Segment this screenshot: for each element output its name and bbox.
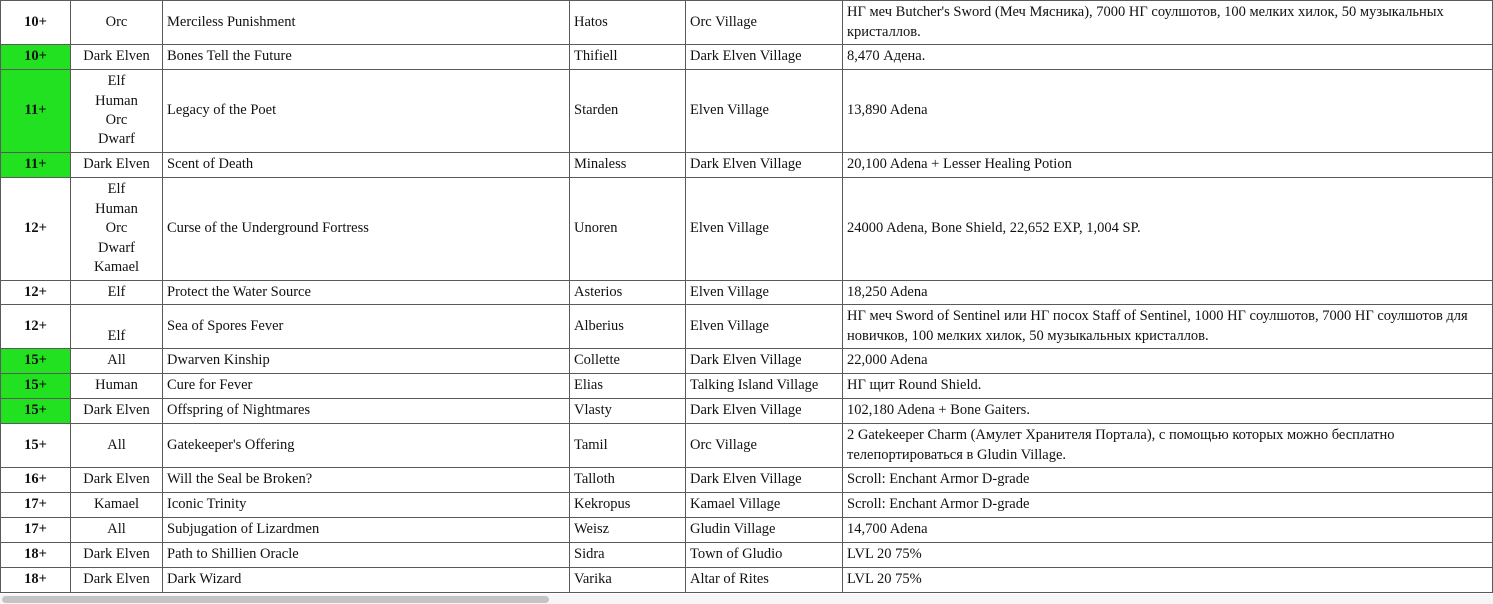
level-cell: 15+: [1, 374, 71, 399]
table-row: [1, 374, 1493, 399]
location-cell: Dark Elven Village: [686, 349, 843, 374]
race-cell: [71, 349, 163, 374]
quest-name-cell: Offspring of Nightmares: [163, 399, 570, 424]
quest-name-cell: Dark Wizard: [163, 568, 570, 593]
race-name: Elf: [107, 283, 126, 300]
reward-cell: НГ меч Sword of Sentinel или НГ посох Staff of Sentinel, 1000 НГ соулшотов, 7000 НГ соулшотов для новичков, 100 мелких хилок, 50 музыкальных кристаллов.: [843, 305, 1493, 349]
table-row: [1, 493, 1493, 518]
npc-cell: Kekropus: [570, 493, 686, 518]
quest-name-cell: Path to Shillien Oracle: [163, 543, 570, 568]
table-row: [1, 178, 1493, 281]
reward-cell: 102,180 Adena + Bone Gaiters.: [843, 399, 1493, 424]
npc-cell: Hatos: [570, 1, 686, 45]
race-cell: [71, 153, 163, 178]
reward-cell: 8,470 Адена.: [843, 45, 1493, 70]
table-row: [1, 349, 1493, 374]
reward-cell: LVL 20 75%: [843, 568, 1493, 593]
race-name: All: [107, 436, 126, 453]
table-row: [1, 468, 1493, 493]
reward-cell: НГ щит Round Shield.: [843, 374, 1493, 399]
race-name: Elf: [107, 73, 126, 90]
race-name: Kamael: [93, 496, 140, 513]
location-cell: Altar of Rites: [686, 568, 843, 593]
table-row: [1, 305, 1493, 349]
race-name: Human: [95, 377, 138, 394]
location-cell: Orc Village: [686, 424, 843, 468]
table-row: [1, 399, 1493, 424]
race-name: Elf: [107, 327, 126, 344]
quest-name-cell: Dwarven Kinship: [163, 349, 570, 374]
quest-name-cell: Bones Tell the Future: [163, 45, 570, 70]
reward-cell: 22,000 Adena: [843, 349, 1493, 374]
race-name: Orc: [105, 220, 128, 237]
level-cell: 12+: [1, 305, 71, 349]
race-name: Dark Elven: [83, 546, 150, 563]
npc-cell: Sidra: [570, 543, 686, 568]
npc-cell: Collette: [570, 349, 686, 374]
location-cell: Gludin Village: [686, 518, 843, 543]
npc-cell: Tamil: [570, 424, 686, 468]
level-cell: 15+: [1, 399, 71, 424]
quest-name-cell: Gatekeeper's Offering: [163, 424, 570, 468]
race-name: Human: [95, 92, 138, 109]
race-cell: [71, 305, 163, 349]
race-name: Dwarf: [97, 239, 136, 256]
location-cell: Town of Gludio: [686, 543, 843, 568]
npc-cell: Asterios: [570, 281, 686, 305]
race-cell: [71, 424, 163, 468]
race-name: Orc: [105, 13, 128, 30]
location-cell: Elven Village: [686, 305, 843, 349]
npc-cell: Starden: [570, 70, 686, 153]
location-cell: Elven Village: [686, 178, 843, 281]
level-cell: 18+: [1, 568, 71, 593]
table-row: [1, 153, 1493, 178]
race-cell: [71, 70, 163, 153]
quest-name-cell: Scent of Death: [163, 153, 570, 178]
location-cell: Talking Island Village: [686, 374, 843, 399]
table-row: [1, 45, 1493, 70]
level-cell: 15+: [1, 424, 71, 468]
race-cell: [71, 568, 163, 593]
quest-name-cell: Cure for Fever: [163, 374, 570, 399]
table-row: [1, 424, 1493, 468]
npc-cell: Elias: [570, 374, 686, 399]
location-cell: Elven Village: [686, 70, 843, 153]
level-cell: 12+: [1, 178, 71, 281]
race-name: Orc: [105, 112, 128, 128]
level-cell: 10+: [1, 1, 71, 45]
race-name: Dark Elven: [83, 402, 150, 419]
race-cell: [71, 493, 163, 518]
location-cell: Dark Elven Village: [686, 468, 843, 493]
level-cell: 12+: [1, 281, 71, 305]
quest-name-cell: Merciless Punishment: [163, 1, 570, 45]
race-cell: [71, 178, 163, 281]
race-name: Kamael: [93, 259, 140, 276]
quest-name-cell: Legacy of the Poet: [163, 70, 570, 153]
race-cell: [71, 45, 163, 70]
race-cell: [71, 543, 163, 568]
race-cell: [71, 468, 163, 493]
reward-cell: 13,890 Adena: [843, 70, 1493, 153]
table-row: [1, 281, 1493, 305]
level-cell: 17+: [1, 493, 71, 518]
level-cell: 15+: [1, 349, 71, 374]
race-name: Human: [95, 200, 138, 217]
race-name: Dark Elven: [83, 156, 150, 173]
table-row: [1, 1, 1493, 45]
reward-cell: 20,100 Adena + Lesser Healing Potion: [843, 153, 1493, 178]
location-cell: Dark Elven Village: [686, 399, 843, 424]
race-name: Dark Elven: [83, 571, 150, 588]
horizontal-scrollbar-thumb[interactable]: [2, 596, 549, 603]
npc-cell: Thifiell: [570, 45, 686, 70]
level-cell: 17+: [1, 518, 71, 543]
reward-cell: 18,250 Adena: [843, 281, 1493, 305]
race-name: All: [107, 521, 126, 538]
reward-cell: НГ меч Butcher's Sword (Меч Мясника), 7000 НГ соулшотов, 100 мелких хилок, 50 музыкальных кристаллов.: [843, 1, 1493, 45]
reward-cell: Scroll: Enchant Armor D-grade: [843, 493, 1493, 518]
npc-cell: Varika: [570, 568, 686, 593]
location-cell: Dark Elven Village: [686, 45, 843, 70]
table-row: [1, 543, 1493, 568]
location-cell: Dark Elven Village: [686, 153, 843, 178]
level-cell: 11+: [1, 70, 71, 153]
level-cell: 18+: [1, 543, 71, 568]
race-cell: [71, 399, 163, 424]
race-cell: [71, 374, 163, 399]
npc-cell: Alberius: [570, 305, 686, 349]
race-cell: [71, 518, 163, 543]
quest-name-cell: Subjugation of Lizardmen: [163, 518, 570, 543]
quest-name-cell: Protect the Water Source: [163, 281, 570, 305]
table-row: [1, 70, 1493, 153]
quest-name-cell: Iconic Trinity: [163, 493, 570, 518]
level-cell: 10+: [1, 45, 71, 70]
race-name: All: [107, 352, 126, 369]
level-cell: 11+: [1, 153, 71, 178]
reward-cell: 24000 Adena, Bone Shield, 22,652 EXP, 1,004 SP.: [843, 178, 1493, 281]
quest-name-cell: Will the Seal be Broken?: [163, 468, 570, 493]
npc-cell: Talloth: [570, 468, 686, 493]
location-cell: Elven Village: [686, 281, 843, 305]
race-name: Elf: [107, 181, 126, 198]
race-name: Dwarf: [97, 131, 136, 148]
npc-cell: Weisz: [570, 518, 686, 543]
npc-cell: Unoren: [570, 178, 686, 281]
race-cell: [71, 281, 163, 305]
location-cell: Orc Village: [686, 1, 843, 45]
reward-cell: Scroll: Enchant Armor D-grade: [843, 468, 1493, 493]
npc-cell: Vlasty: [570, 399, 686, 424]
table-row: [1, 518, 1493, 543]
reward-cell: 14,700 Adena: [843, 518, 1493, 543]
reward-cell: 2 Gatekeeper Charm (Амулет Хранителя Портала), с помощью которых можно бесплатно телепортироваться в Gludin Village.: [843, 424, 1493, 468]
quest-name-cell: Curse of the Underground Fortress: [163, 178, 570, 281]
location-cell: Kamael Village: [686, 493, 843, 518]
race-name: Dark Elven: [83, 471, 150, 488]
race-name: Dark Elven: [83, 48, 150, 65]
reward-cell: LVL 20 75%: [843, 543, 1493, 568]
table-row: [1, 568, 1493, 593]
quest-name-cell: Sea of Spores Fever: [163, 305, 570, 349]
level-cell: 16+: [1, 468, 71, 493]
race-cell: [71, 1, 163, 45]
npc-cell: Minaless: [570, 153, 686, 178]
